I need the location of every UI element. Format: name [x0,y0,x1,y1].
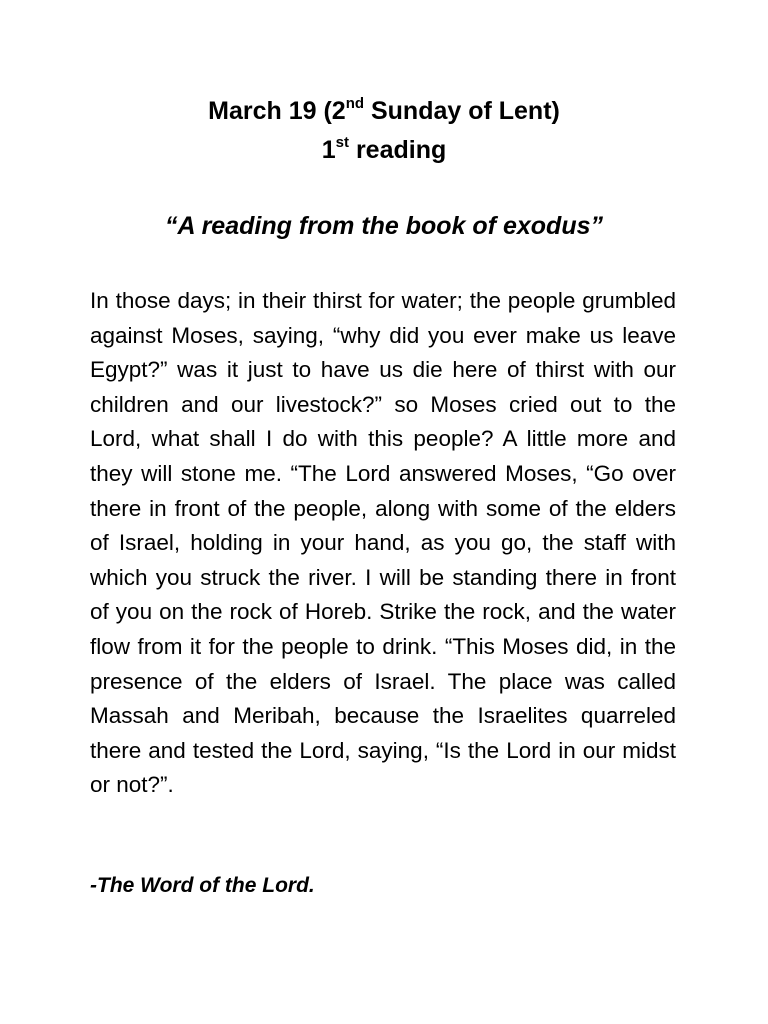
reading-subtitle: “A reading from the book of exodus” [165,212,603,240]
reading-number-suffix: reading [349,136,447,164]
date-line-suffix: Sunday of Lent) [364,97,560,125]
date-line [0,92,768,131]
reading-heading [0,92,768,170]
date-line-ordinal-suffix: nd [345,94,365,112]
date-line-prefix: March 19 (2 [208,97,346,125]
reading-number-line [0,131,768,170]
reading-number-prefix: 1 [321,136,336,164]
reading-body: In those days; in their thirst for water; the people grumbled against Moses, saying, “why did you ever make us leave Egypt?” was it just to have us die here of thirst with our children and our livestock?” so Moses cried out to the Lord, what shall I do with this people? A little more and they will stone me. “The Lord answered Moses, “Go over there in front of the people, along with some of the elders of Israel, holding in your hand, as you go, the staff with which you struck the river. I will be standing there in front of you on the rock of Horeb. Strike the rock, and the water flow from it for the people to drink. “This Moses did, in the presence of the elders of Israel. The place was called Massah and Meribah, because the Israelites quarreled there and tested the Lord, saying, “Is the Lord in our midst or not?”. [90,288,676,798]
closing-acclamation: -The Word of the Lord. [90,874,315,897]
reading-number-ordinal-suffix: st [335,133,349,151]
